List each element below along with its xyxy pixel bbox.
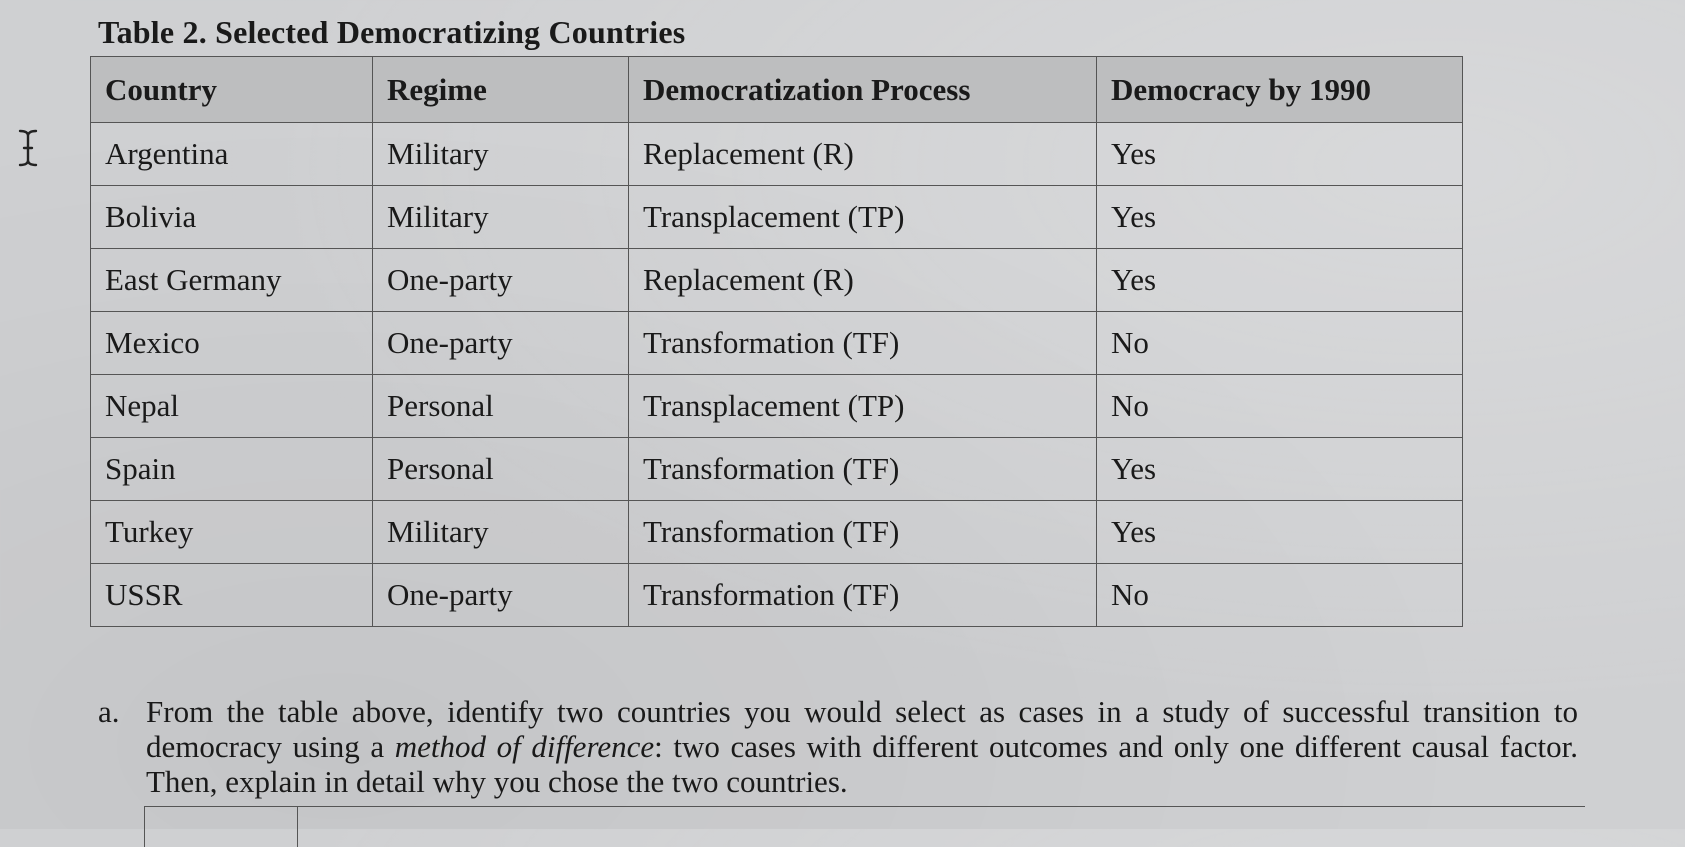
cell-country: Mexico (91, 312, 373, 375)
table-row (91, 249, 1463, 312)
table-row (91, 438, 1463, 501)
answer-box-divider (297, 807, 298, 847)
cell-process: Transplacement (TP) (629, 186, 1097, 249)
cell-country: East Germany (91, 249, 373, 312)
question-emphasis: method of difference (394, 729, 655, 764)
cell-democracy: Yes (1097, 501, 1463, 564)
cell-democracy: No (1097, 564, 1463, 627)
cell-country: Spain (91, 438, 373, 501)
cell-regime: One-party (373, 564, 629, 627)
table-title: Table 2. Selected Democratizing Countries (98, 14, 686, 50)
cell-democracy: No (1097, 312, 1463, 375)
cell-process: Transformation (TF) (629, 501, 1097, 564)
cell-regime: Personal (373, 375, 629, 438)
cell-regime: One-party (373, 312, 629, 375)
table-row (91, 123, 1463, 186)
answer-box[interactable] (144, 806, 1585, 847)
cell-democracy: Yes (1097, 123, 1463, 186)
cell-regime: One-party (373, 249, 629, 312)
table-row (91, 312, 1463, 375)
question-text-start: From the table above, identify two countries you would select as cases in a study of successful transition to democracy using a (146, 694, 1578, 764)
cell-democracy: No (1097, 375, 1463, 438)
cell-process: Transformation (TF) (629, 438, 1097, 501)
cell-democracy: Yes (1097, 186, 1463, 249)
cell-democracy: Yes (1097, 438, 1463, 501)
cell-regime: Military (373, 501, 629, 564)
table-row (91, 186, 1463, 249)
cell-process: Replacement (R) (629, 249, 1097, 312)
cell-regime: Military (373, 186, 629, 249)
cell-process: Transformation (TF) (629, 564, 1097, 627)
header-process: Democratization Process (629, 57, 1097, 123)
cell-democracy: Yes (1097, 249, 1463, 312)
cell-country: Argentina (91, 123, 373, 186)
header-country: Country (91, 57, 373, 123)
cell-country: Nepal (91, 375, 373, 438)
header-regime: Regime (373, 57, 629, 123)
table-row (91, 501, 1463, 564)
cell-process: Transplacement (TP) (629, 375, 1097, 438)
countries-table (90, 56, 1463, 627)
header-democracy: Democracy by 1990 (1097, 57, 1463, 123)
question-marker: a. (98, 694, 120, 729)
cell-process: Replacement (R) (629, 123, 1097, 186)
question-text (146, 694, 1578, 799)
cell-country: Bolivia (91, 186, 373, 249)
cell-regime: Military (373, 123, 629, 186)
cell-process: Transformation (TF) (629, 312, 1097, 375)
question-text-end: : two cases with different outcomes and only one different causal factor. Then, explain in detail why you chose the two countries. (146, 729, 1578, 799)
table-row (91, 375, 1463, 438)
table-row (91, 564, 1463, 627)
cell-regime: Personal (373, 438, 629, 501)
cell-country: Turkey (91, 501, 373, 564)
table-header-row (91, 57, 1463, 123)
text-cursor-icon (14, 128, 42, 168)
cell-country: USSR (91, 564, 373, 627)
